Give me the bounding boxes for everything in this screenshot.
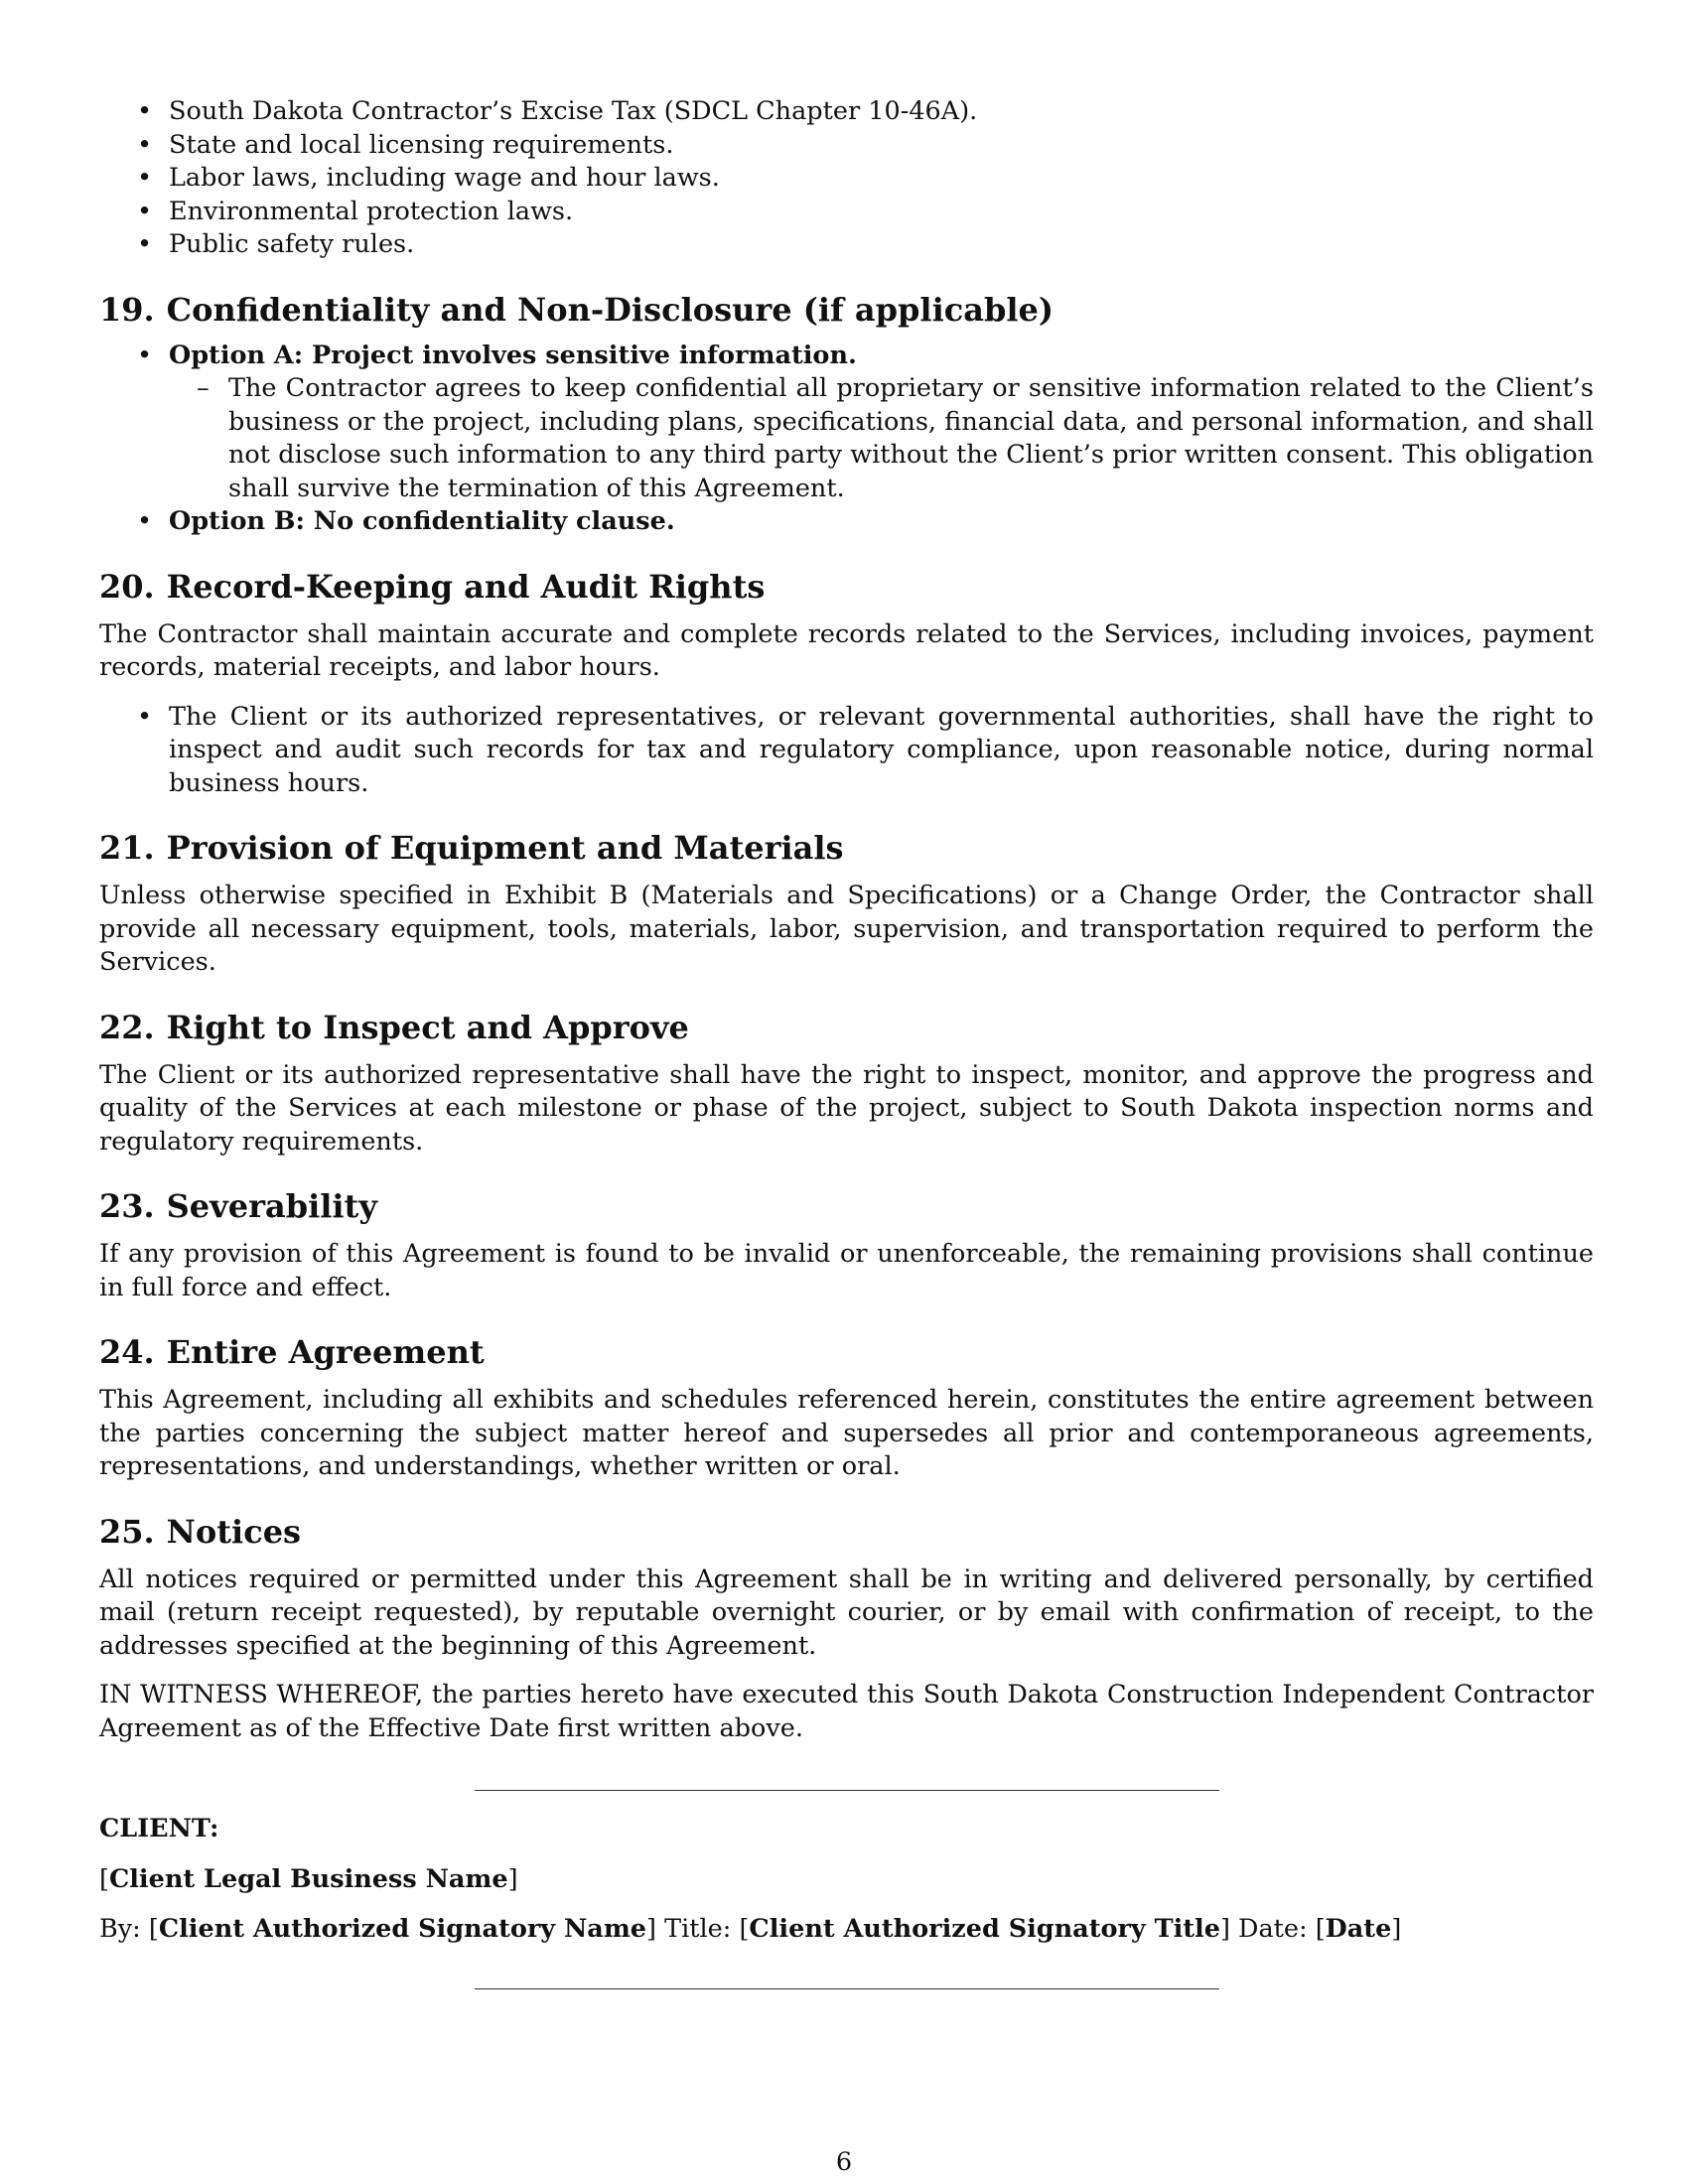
section-25-body: All notices required or permitted under this Agreement shall be in writing and delivered personally, by certified mail (return receipt requested), by reputable overnight courier, or by email with confirmation of receipt, to the addresses specified at the beginning of this Agreement. [99,1564,1594,1661]
section-title: Record-Keeping and Audit Rights [166,567,766,606]
section-title: Notices [166,1512,302,1551]
client-label: CLIENT: [99,1814,219,1843]
section-number: 22. [99,1008,155,1046]
section-22-body: The Client or its authorized representative shall have the right to inspect, monitor, and approve the progress and quality of the Services at each milestone or phase of the project, subject to South Dakota inspection norms and regulatory requirements. [99,1059,1594,1157]
option-a-label: Option A: Project involves sensitive information. [169,340,857,370]
option-a-details [169,372,1594,505]
section-heading-19 [99,290,1594,330]
title-label: Title: [664,1914,732,1944]
witness-clause: IN WITNESS WHEREOF, the parties hereto have executed this South Dakota Construction Independent Contractor Agreement as of the Effective Date first written above. [99,1680,1594,1743]
by-label: By: [99,1914,141,1944]
section-title: Right to Inspect and Approve [166,1008,689,1046]
client-name-value: Client Legal Business Name [108,1864,508,1894]
option-a-text: – The Contractor agrees to keep confidential all proprietary or sensitive information related to the Client’s business or the project, including plans, specifications, financial data, and personal information, and shall not disclose such information to any third party without the Client’s prior written consent. This obligation shall survive the termination of this Agreement. [169,372,1594,505]
section-number: 25. [99,1512,155,1551]
signature-date: Date [1325,1914,1392,1944]
signatory-name: Client Authorized Signatory Name [158,1914,647,1944]
option-b-label: Option B: No confidentiality clause. [169,506,675,536]
audit-rights-list [99,701,1594,801]
list-item: • Public safety rules. [99,228,1594,262]
compliance-list [99,95,1594,262]
section-number: 20. [99,567,155,606]
section-heading-23 [99,1186,1594,1226]
section-heading-25 [99,1512,1594,1552]
signatory-line: By: [Client Authorized Signatory Name] Title: [Client Authorized Signatory Title] Date: [Date] [99,1914,1402,1944]
section-number: 21. [99,829,155,867]
date-label: Date: [1238,1914,1308,1944]
client-name: [Client Legal Business Name] [99,1864,518,1894]
section-title: Confidentiality and Non-Disclosure (if applicable) [166,290,1054,329]
list-item: • South Dakota Contractor’s Excise Tax (SDCL Chapter 10-46A). [99,95,1594,129]
signature-line [475,1790,1219,1791]
section-title: Severability [166,1187,377,1225]
section-number: 19. [99,290,155,329]
option-a [99,340,1594,506]
signature-line-2 [475,1988,1219,1989]
option-b [99,505,1594,539]
signatory-title: Client Authorized Signatory Title [749,1914,1220,1944]
section-title: Provision of Equipment and Materials [166,829,844,867]
section-24-body: This Agreement, including all exhibits and schedules referenced herein, constitutes the entire agreement between the parties concerning the subject matter hereof and supersedes all prior and contemporaneous agreements, representations, and understandings, whether written or oral. [99,1385,1594,1481]
list-item: • The Client or its authorized representatives, or relevant governmental authorities, shall have the right to inspect and audit such records for tax and regulatory compliance, upon reasonable notice, during normal business hours. [99,701,1594,801]
section-heading-21 [99,828,1594,868]
section-heading-20 [99,567,1594,607]
section-number: 24. [99,1333,155,1371]
section-title: Entire Agreement [166,1333,485,1371]
section-23-body: If any provision of this Agreement is found to be invalid or unenforceable, the remaining provisions shall continue in full force and effect. [99,1239,1594,1302]
page-number: 6 [835,2147,853,2177]
document-body [99,95,1594,1745]
section-heading-24 [99,1332,1594,1372]
list-item: • Environmental protection laws. [99,196,1594,229]
section-number: 23. [99,1187,155,1225]
list-item: • State and local licensing requirements. [99,129,1594,163]
section-21-body: Unless otherwise specified in Exhibit B (Materials and Specifications) or a Change Order, the Contractor shall provide all necessary equipment, tools, materials, labor, supervision, and transportation required to perform the Services. [99,881,1594,977]
section-heading-22 [99,1008,1594,1047]
section-20-body: The Contractor shall maintain accurate and complete records related to the Services, including invoices, payment records, material receipts, and labor hours. [99,618,1594,682]
list-item: • Labor laws, including wage and hour laws. [99,162,1594,196]
confidentiality-options [99,340,1594,539]
